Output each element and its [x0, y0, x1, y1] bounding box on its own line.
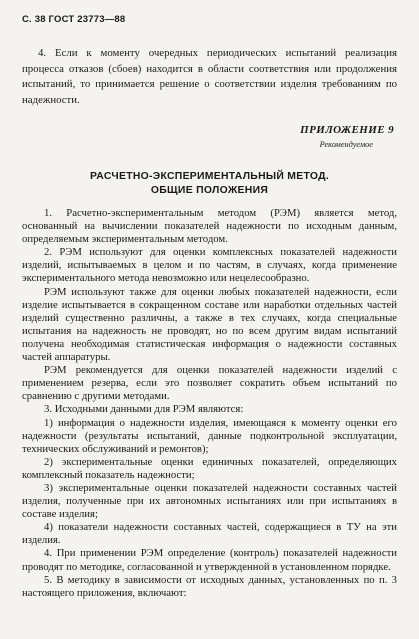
paragraph: 4. При применении РЭМ определение (контроль) показателей надежности проводят по методике, согласованной и утвержденной в установленном порядке. [22, 547, 397, 573]
appendix-status: Рекомендуемое [319, 140, 373, 149]
paragraph: 4. Если к моменту очередных периодических испытаний реализация процесса отказов (сбоев) находится в области соответствия или продолжения испытаний, то принимается решение о соответствии изделия требованиям по надежности. [22, 47, 397, 106]
section-title [22, 170, 397, 198]
paragraph: 4) показатели надежности составных частей, содержащиеся в ТУ на эти изделия. [22, 521, 397, 547]
paragraph: 2) экспериментальные оценки единичных показателей, определяющих комплексный показатель надежности; [22, 455, 397, 481]
paragraph: 2. РЭМ используют для оценки комплексных показателей надежности изделий, испытываемых в целом и по частям, в случаях, когда применение экспериментального метода невозможно или нецелесообразно. [22, 246, 397, 285]
paragraph: 1) информация о надежности изделия, имеющаяся к моменту оценки его надежности (результаты испытаний, данные подконтрольной эксплуатации, технических обслуживаний и ремонтов); [22, 416, 397, 455]
paragraph: РЭМ используют также для оценки любых показателей надежности, если изделие испытывается в сокращенном составе или наработки отдельных частей изделий существенно различны, а также в тех случаях, когда специальные испытания на надежность не проводят, но по всем другим видам испытаний получена необходимая статистическая информация о надежности составных частей аппаратуры. [22, 285, 397, 364]
section-title-line: РАСЧЕТНО-ЭКСПЕРИМЕНТАЛЬНЫЙ МЕТОД. [89, 171, 330, 182]
paragraph: 5. В методику в зависимости от исходных данных, установленных по п. 3 настоящего приложения, включают: [22, 573, 397, 599]
section-title-line: ОБЩИЕ ПОЛОЖЕНИЯ [150, 185, 269, 196]
preceding-text [22, 46, 397, 108]
paragraph: 3. Исходными данными для РЭМ являются: [44, 403, 244, 416]
paragraph: 3) экспериментальные оценки показателей надежности составных частей изделия, полученные при их автономных испытаниях или при испытаниях в составе изделия; [22, 481, 397, 521]
paragraph: 1. Расчетно-экспериментальным методом (РЭМ) является метод, основанный на вычислении показателей надежности по исходным данным, определяемым экспериментальным методом. [22, 207, 397, 246]
paragraph: РЭМ рекомендуется для оценки показателей надежности изделий с применением резерва, если это позволяет сократить объем испытаний по сравнению с другими методами. [22, 364, 397, 403]
appendix-label: ПРИЛОЖЕНИЕ 9 [300, 124, 394, 136]
body-text [22, 207, 397, 600]
page-header: С. 38 ГОСТ 23773—88 [22, 14, 126, 25]
